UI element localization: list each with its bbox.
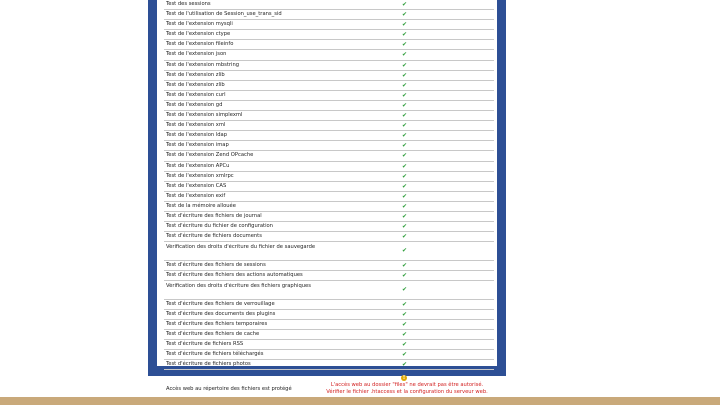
check-label: Test de l'extension ctype (166, 31, 231, 38)
check-label: Test de l'extension imap (166, 142, 229, 149)
table-row (164, 121, 494, 131)
check-label: Test de l'extension Zend OPcache (166, 152, 254, 159)
table-row (164, 40, 494, 50)
check-label: Test de l'extension ldap (166, 132, 228, 139)
warning-row (164, 370, 494, 418)
check-label: Vérification des droits d'écriture des fichiers graphiques (166, 283, 311, 290)
check-label: Test de l'extension xml (166, 122, 226, 129)
check-label: Test d'écriture de fichiers documents (166, 233, 262, 240)
checkmark-icon: ✔ (402, 101, 408, 109)
checkmark-icon: ✔ (402, 182, 408, 190)
table-row (164, 101, 494, 111)
checkmark-icon: ✔ (402, 152, 408, 160)
table-row (164, 212, 494, 222)
table-row (164, 271, 494, 281)
checkmark-icon: ✔ (402, 162, 408, 170)
table-row (164, 330, 494, 340)
checkmark-icon: ✔ (402, 233, 408, 241)
check-label: Test de l'extension mysqli (166, 21, 233, 28)
checkmark-icon: ✔ (402, 330, 408, 338)
requirements-sheet (157, 0, 497, 395)
checkmark-icon: ✔ (402, 286, 408, 294)
check-label: Test de l'extension exif (166, 192, 226, 199)
checkmark-icon: ✔ (402, 122, 408, 130)
table-row (164, 192, 494, 202)
table-row (164, 71, 494, 81)
requirements-table (164, 0, 494, 418)
table-row (164, 162, 494, 172)
check-label: Vérification des droits d'écriture du fichier de sauvegarde (166, 244, 316, 251)
table-row (164, 242, 494, 261)
table-row (164, 320, 494, 330)
table-row (164, 222, 494, 232)
table-row (164, 202, 494, 212)
check-label: Test d'écriture de fichiers photos (166, 361, 251, 368)
checkmark-icon: ✔ (402, 300, 408, 308)
warning-message: L'accès web au dossier "files" ne devrait pas être autorisé. Vérifier le fichier .htaccess et la configuration du serveur web. (326, 382, 488, 395)
check-label: Test d'écriture du fichier de configuration (166, 223, 273, 230)
checkmark-icon: ✔ (402, 212, 408, 220)
footer-bar (0, 397, 720, 405)
checkmark-icon: ✔ (402, 172, 408, 180)
checkmark-icon: ✔ (402, 351, 408, 359)
checkmark-icon: ✔ (402, 51, 408, 59)
table-row (164, 300, 494, 310)
table-row (164, 310, 494, 320)
check-label: Test d'écriture des fichiers de journal (166, 212, 262, 219)
check-label: Test d'écriture des fichiers de cache (166, 330, 260, 337)
checkmark-icon: ✔ (402, 81, 408, 89)
table-row (164, 350, 494, 360)
check-label: Test de l'extension APCu (166, 162, 230, 169)
checkmark-icon: ✔ (402, 112, 408, 120)
check-label: Test de l'extension fileinfo (166, 41, 234, 48)
table-row (164, 111, 494, 121)
checkmark-icon: ✔ (402, 341, 408, 348)
checkmark-icon: ✔ (402, 71, 408, 79)
check-label: Test de l'utilisation de Session_use_trans_sid (166, 11, 282, 18)
checkmark-icon: ✔ (402, 91, 408, 99)
checkmark-icon: ✔ (402, 223, 408, 231)
check-label: Test d'écriture des fichiers des actions automatiques (166, 271, 303, 278)
check-label: Test de l'extension CAS (166, 182, 227, 189)
check-label: Test de l'extension curl (166, 91, 226, 98)
table-row (164, 91, 494, 101)
table-row (164, 20, 494, 30)
checkmark-icon: ✔ (402, 31, 408, 39)
check-label: Test de l'extension mbstring (166, 61, 240, 68)
table-row (164, 182, 494, 192)
checkmark-icon: ✔ (402, 202, 408, 210)
checkmark-icon: ✔ (402, 192, 408, 200)
table-row (164, 232, 494, 242)
check-label: Test d'écriture de fichiers RSS (166, 341, 244, 347)
warning-icon: ! (402, 375, 406, 382)
checkmark-icon: ✔ (402, 320, 408, 328)
check-label: Test de l'extension simplexml (166, 112, 243, 119)
checkmark-icon: ✔ (402, 361, 408, 369)
checkmark-icon: ✔ (402, 41, 408, 49)
check-label: Test d'écriture des fichiers de sessions (166, 261, 266, 268)
table-row (164, 30, 494, 40)
checkmark-icon: ✔ (402, 1, 408, 8)
table-row (164, 50, 494, 60)
warning-label: Accès web au répertoire des fichiers est protégé (166, 386, 292, 393)
check-label: Test de l'extension json (166, 51, 227, 58)
check-label: Test de l'extension zlib (166, 81, 225, 88)
table-row (164, 281, 494, 300)
checkmark-icon: ✔ (402, 310, 408, 318)
check-label: Test de l'extension gd (166, 101, 223, 108)
checkmark-icon: ✔ (402, 21, 408, 29)
table-row (164, 0, 494, 10)
table-row (164, 81, 494, 91)
table-row (164, 340, 494, 350)
checkmark-icon: ✔ (402, 142, 408, 150)
table-row (164, 10, 494, 20)
check-label: Test d'écriture de fichiers téléchargés (166, 351, 264, 358)
table-row (164, 360, 494, 370)
table-row (164, 151, 494, 161)
check-label: Test de l'extension xmlrpc (166, 172, 234, 179)
check-label: Test d'écriture des fichiers temporaires (166, 320, 268, 327)
checkmark-icon: ✔ (402, 247, 408, 255)
table-row (164, 61, 494, 71)
checkmark-icon: ✔ (402, 261, 408, 269)
checkmark-icon: ✔ (402, 132, 408, 140)
check-label: Test de la mémoire allouée (166, 202, 236, 209)
check-label: Test d'écriture des fichiers de verrouillage (166, 300, 275, 307)
check-label: Test de l'extension zlib (166, 71, 225, 78)
table-row (164, 141, 494, 151)
checkmark-icon: ✔ (402, 61, 408, 69)
table-row (164, 261, 494, 271)
slide-frame (148, 0, 506, 395)
table-row (164, 131, 494, 141)
check-label: Test d'écriture des documents des plugins (166, 310, 276, 317)
table-row (164, 172, 494, 182)
check-label: Test des sessions (166, 1, 211, 7)
checkmark-icon: ✔ (402, 11, 408, 19)
checkmark-icon: ✔ (402, 271, 408, 279)
